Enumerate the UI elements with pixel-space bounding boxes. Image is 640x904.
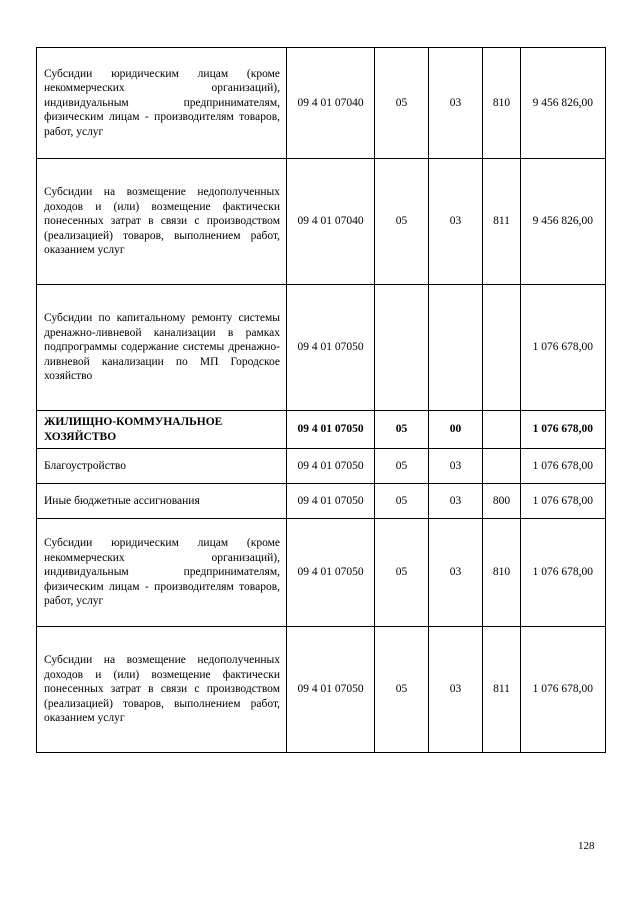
row-expense-type: 811: [483, 159, 521, 285]
row-section: [375, 285, 429, 411]
table-row: [37, 48, 606, 159]
row-expense-type: 811: [483, 627, 521, 753]
row-target-code: 09 4 01 07040: [287, 159, 375, 285]
row-amount: 1 076 678,00: [521, 519, 606, 627]
table-row: [37, 627, 606, 753]
row-section: 05: [375, 484, 429, 519]
row-amount: 1 076 678,00: [521, 627, 606, 753]
row-subsection: 00: [429, 411, 483, 449]
row-amount: 9 456 826,00: [521, 48, 606, 159]
row-subsection: [429, 285, 483, 411]
row-amount: 9 456 826,00: [521, 159, 606, 285]
row-target-code: 09 4 01 07050: [287, 519, 375, 627]
row-expense-type: [483, 411, 521, 449]
row-expense-type: [483, 449, 521, 484]
row-subsection: 03: [429, 484, 483, 519]
table-row: [37, 411, 606, 449]
row-section: 05: [375, 159, 429, 285]
table-row: [37, 449, 606, 484]
row-subsection: 03: [429, 519, 483, 627]
table-row: [37, 484, 606, 519]
row-name: Субсидии по капитальному ремонту системы дренажно-ливневой канализации в рамках подпрограммы содержание системы дренажно-ливневой канализации по МП Городское хозяйство: [37, 285, 287, 411]
row-target-code: 09 4 01 07050: [287, 627, 375, 753]
budget-table: [36, 47, 606, 753]
row-name: Субсидии юридическим лицам (кроме некоммерческих организаций), индивидуальным предпринимателям, физическим лицам - производителям товаров, работ, услуг: [37, 519, 287, 627]
row-target-code: 09 4 01 07050: [287, 449, 375, 484]
row-subsection: 03: [429, 48, 483, 159]
row-section: 05: [375, 449, 429, 484]
page-number: 128: [578, 840, 595, 852]
row-target-code: 09 4 01 07040: [287, 48, 375, 159]
row-subsection: 03: [429, 449, 483, 484]
row-expense-type: 810: [483, 519, 521, 627]
table-row: [37, 285, 606, 411]
row-name: Субсидии юридическим лицам (кроме некоммерческих организаций), индивидуальным предпринимателям, физическим лицам - производителям товаров, работ, услуг: [37, 48, 287, 159]
row-amount: 1 076 678,00: [521, 484, 606, 519]
row-amount: 1 076 678,00: [521, 285, 606, 411]
row-section: 05: [375, 519, 429, 627]
row-amount: 1 076 678,00: [521, 411, 606, 449]
row-target-code: 09 4 01 07050: [287, 285, 375, 411]
row-section: 05: [375, 411, 429, 449]
row-name: Субсидии на возмещение недополученных доходов и (или) возмещение фактически понесенных затрат в связи с производством (реализацией) товаров, выполнением работ, оказанием услуг: [37, 159, 287, 285]
row-section: 05: [375, 627, 429, 753]
row-target-code: 09 4 01 07050: [287, 484, 375, 519]
row-subsection: 03: [429, 627, 483, 753]
table-row: [37, 159, 606, 285]
table-row: [37, 519, 606, 627]
row-name: Благоустройство: [37, 449, 287, 484]
row-section: 05: [375, 48, 429, 159]
row-subsection: 03: [429, 159, 483, 285]
row-name: ЖИЛИЩНО-КОММУНАЛЬНОЕ ХОЗЯЙСТВО: [37, 411, 287, 449]
row-expense-type: [483, 285, 521, 411]
row-amount: 1 076 678,00: [521, 449, 606, 484]
row-expense-type: 800: [483, 484, 521, 519]
row-name: Субсидии на возмещение недополученных доходов и (или) возмещение фактически понесенных затрат в связи с производством (реализацией) товаров, выполнением работ, оказанием услуг: [37, 627, 287, 753]
row-expense-type: 810: [483, 48, 521, 159]
row-name: Иные бюджетные ассигнования: [37, 484, 287, 519]
row-target-code: 09 4 01 07050: [287, 411, 375, 449]
